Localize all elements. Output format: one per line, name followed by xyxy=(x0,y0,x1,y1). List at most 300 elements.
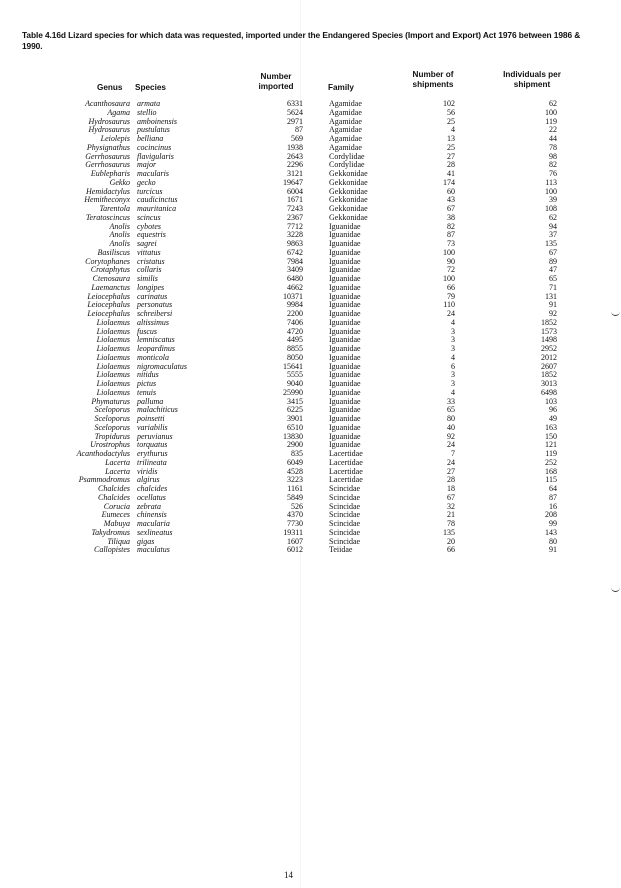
table-row xyxy=(0,432,621,441)
cell-family: Iguanidae xyxy=(329,256,361,266)
cell-individuals: 108 xyxy=(545,204,557,213)
cell-shipments: 102 xyxy=(443,99,455,108)
table-row xyxy=(0,213,621,222)
table-row xyxy=(0,265,621,274)
cell-shipments: 174 xyxy=(443,177,455,187)
table-row xyxy=(0,283,621,292)
cell-shipments: 67 xyxy=(447,204,455,213)
cell-genus: Phymaturus xyxy=(91,396,130,406)
cell-species: nitidus xyxy=(137,370,159,380)
cell-individuals: 62 xyxy=(549,99,557,108)
cell-genus: Lacerta xyxy=(105,457,130,467)
page-number: 14 xyxy=(284,870,293,880)
cell-individuals: 64 xyxy=(549,484,557,493)
table-row xyxy=(0,528,621,537)
cell-species: longipes xyxy=(137,282,165,292)
cell-shipments: 27 xyxy=(447,151,455,161)
table-body xyxy=(0,99,621,554)
table-row xyxy=(0,458,621,467)
cell-individuals: 113 xyxy=(545,177,557,187)
cell-species: erythurus xyxy=(137,449,168,458)
cell-family: Iguanidae xyxy=(329,247,361,257)
cell-individuals: 150 xyxy=(545,431,557,441)
cell-number-imported: 13830 xyxy=(283,431,303,441)
cell-family: Lacertidae xyxy=(329,449,363,458)
cell-species: peruvianus xyxy=(137,431,173,441)
cell-individuals: 121 xyxy=(545,440,557,450)
cell-species: fuscus xyxy=(137,326,157,336)
header-species: Species xyxy=(135,83,166,92)
table-row xyxy=(0,195,621,204)
cell-species: macularia xyxy=(137,519,170,528)
table-row xyxy=(0,134,621,143)
cell-shipments: 66 xyxy=(447,545,455,555)
cell-genus: Chalcides xyxy=(98,484,130,493)
cell-number-imported: 7984 xyxy=(287,256,303,266)
table-row xyxy=(0,300,621,309)
cell-number-imported: 569 xyxy=(291,134,303,143)
cell-individuals: 2607 xyxy=(541,361,557,371)
cell-genus: Hemitheconyx xyxy=(84,195,130,205)
cell-shipments: 80 xyxy=(447,414,455,423)
table-row xyxy=(0,160,621,169)
cell-number-imported: 1671 xyxy=(287,195,303,205)
cell-species: cybotes xyxy=(137,221,161,231)
cell-family: Iguanidae xyxy=(329,239,361,248)
cell-genus: Liolaemus xyxy=(96,344,130,353)
cell-number-imported: 4662 xyxy=(287,282,303,292)
cell-individuals: 39 xyxy=(549,195,557,205)
cell-genus: Acanthodactylus xyxy=(76,449,130,458)
cell-genus: Liolaemus xyxy=(96,387,130,397)
cell-genus: Physignathus xyxy=(86,142,130,152)
cell-shipments: 60 xyxy=(447,186,455,196)
cell-shipments: 24 xyxy=(447,309,455,318)
cell-individuals: 87 xyxy=(549,492,557,502)
cell-individuals: 168 xyxy=(545,466,557,476)
table-row xyxy=(0,292,621,301)
cell-species: caudicinctus xyxy=(137,195,178,205)
cell-number-imported: 9040 xyxy=(287,379,303,388)
cell-individuals: 1498 xyxy=(541,335,557,345)
cell-shipments: 100 xyxy=(443,247,455,257)
table-row xyxy=(0,423,621,432)
cell-shipments: 28 xyxy=(447,160,455,170)
cell-genus: Leiocephalus xyxy=(87,300,130,310)
cell-shipments: 28 xyxy=(447,475,455,485)
cell-family: Iguanidae xyxy=(329,274,361,283)
cell-family: Iguanidae xyxy=(329,265,361,275)
cell-individuals: 135 xyxy=(545,239,557,248)
table-row xyxy=(0,502,621,511)
cell-individuals: 208 xyxy=(545,510,557,520)
table-row xyxy=(0,222,621,231)
header-number-imported: Number imported xyxy=(258,72,294,91)
table-row xyxy=(0,449,621,458)
header-individuals: Individuals per shipment xyxy=(503,70,561,89)
cell-genus: Anolis xyxy=(109,221,130,231)
cell-shipments: 41 xyxy=(447,169,455,178)
cell-family: Gekkonidae xyxy=(329,195,368,205)
cell-genus: Basiliscus xyxy=(97,247,130,257)
cell-family: Scincidae xyxy=(329,510,361,520)
cell-shipments: 56 xyxy=(447,107,455,117)
cell-individuals: 91 xyxy=(549,545,557,555)
cell-family: Gekkonidae xyxy=(329,177,368,187)
cell-genus: Liolaemus xyxy=(96,326,130,336)
cell-family: Scincidae xyxy=(329,519,361,528)
cell-species: scincus xyxy=(137,212,161,222)
cell-shipments: 92 xyxy=(447,431,455,441)
cell-number-imported: 6480 xyxy=(287,274,303,283)
cell-individuals: 98 xyxy=(549,151,557,161)
cell-genus: Liolaemus xyxy=(96,335,130,345)
cell-species: trilineata xyxy=(137,457,167,467)
cell-species: cocincinus xyxy=(137,142,172,152)
table-row xyxy=(0,344,621,353)
cell-individuals: 163 xyxy=(545,422,557,432)
cell-number-imported: 6510 xyxy=(287,422,303,432)
cell-shipments: 4 xyxy=(451,317,455,327)
cell-species: viridis xyxy=(137,466,158,476)
cell-family: Scincidae xyxy=(329,484,361,493)
cell-species: torquatus xyxy=(137,440,168,450)
cell-individuals: 65 xyxy=(549,274,557,283)
cell-shipments: 38 xyxy=(447,212,455,222)
cell-species: palluma xyxy=(137,396,164,406)
cell-genus: Leiocephalus xyxy=(87,309,130,318)
cell-genus: Sceloporus xyxy=(94,414,130,423)
cell-species: mauritanica xyxy=(137,204,177,213)
cell-family: Iguanidae xyxy=(329,221,361,231)
cell-family: Lacertidae xyxy=(329,457,363,467)
table-row xyxy=(0,125,621,134)
table-row xyxy=(0,475,621,484)
cell-species: personatus xyxy=(137,300,173,310)
cell-individuals: 3013 xyxy=(541,379,557,388)
cell-genus: Liolaemus xyxy=(96,361,130,371)
cell-number-imported: 1938 xyxy=(287,142,303,152)
table-row xyxy=(0,99,621,108)
cell-number-imported: 3121 xyxy=(287,169,303,178)
cell-number-imported: 8050 xyxy=(287,352,303,362)
cell-species: cristatus xyxy=(137,256,165,266)
cell-species: malachiticus xyxy=(137,405,178,415)
cell-species: belliana xyxy=(137,134,164,143)
cell-family: Gekkonidae xyxy=(329,212,368,222)
cell-family: Lacertidae xyxy=(329,466,363,476)
cell-family: Agamidae xyxy=(329,99,362,108)
cell-family: Iguanidae xyxy=(329,414,361,423)
cell-family: Iguanidae xyxy=(329,440,361,450)
cell-individuals: 96 xyxy=(549,405,557,415)
table-row xyxy=(0,178,621,187)
cell-genus: Tarentola xyxy=(99,204,130,213)
table-row xyxy=(0,239,621,248)
cell-genus: Eumeces xyxy=(101,510,130,520)
header-family: Family xyxy=(328,83,354,92)
cell-family: Agamidae xyxy=(329,116,362,126)
cell-genus: Chalcides xyxy=(98,492,130,502)
cell-genus: Corucia xyxy=(103,501,130,511)
cell-genus: Liolaemus xyxy=(96,370,130,380)
cell-family: Iguanidae xyxy=(329,405,361,415)
cell-genus: Tiliqua xyxy=(107,536,130,546)
cell-individuals: 22 xyxy=(549,125,557,135)
cell-family: Gekkonidae xyxy=(329,186,368,196)
table-row xyxy=(0,327,621,336)
cell-individuals: 1852 xyxy=(541,370,557,380)
cell-number-imported: 4528 xyxy=(287,466,303,476)
cell-genus: Hemidactylus xyxy=(86,186,130,196)
cell-number-imported: 6012 xyxy=(287,545,303,555)
cell-number-imported: 4495 xyxy=(287,335,303,345)
cell-number-imported: 6331 xyxy=(287,99,303,108)
cell-species: gecko xyxy=(137,177,156,187)
cell-species: sexlineatus xyxy=(137,527,173,537)
cell-shipments: 24 xyxy=(447,440,455,450)
table-row xyxy=(0,143,621,152)
cell-genus: Laemanctus xyxy=(91,282,130,292)
cell-family: Agamidae xyxy=(329,134,362,143)
cell-species: carinatus xyxy=(137,291,168,301)
table-row xyxy=(0,484,621,493)
cell-shipments: 78 xyxy=(447,519,455,528)
cell-genus: Leiocephalus xyxy=(87,291,130,301)
cell-shipments: 65 xyxy=(447,405,455,415)
cell-individuals: 94 xyxy=(549,221,557,231)
cell-species: zebrata xyxy=(137,501,161,511)
cell-shipments: 25 xyxy=(447,142,455,152)
cell-genus: Takydromus xyxy=(91,527,130,537)
header-genus: Genus xyxy=(97,83,123,92)
cell-number-imported: 10371 xyxy=(283,291,303,301)
cell-shipments: 90 xyxy=(447,256,455,266)
cell-family: Scincidae xyxy=(329,501,361,511)
cell-family: Scincidae xyxy=(329,536,361,546)
cell-genus: Callopistes xyxy=(93,545,130,555)
cell-genus: Sceloporus xyxy=(94,422,130,432)
cell-number-imported: 2296 xyxy=(287,160,303,170)
cell-individuals: 44 xyxy=(549,134,557,143)
cell-number-imported: 7730 xyxy=(287,519,303,528)
cell-species: lemniscatus xyxy=(137,335,175,345)
cell-number-imported: 7712 xyxy=(287,221,303,231)
cell-number-imported: 2971 xyxy=(287,116,303,126)
cell-family: Iguanidae xyxy=(329,317,361,327)
cell-family: Iguanidae xyxy=(329,431,361,441)
cell-species: variabilis xyxy=(137,422,168,432)
cell-individuals: 1852 xyxy=(541,317,557,327)
cell-genus: Sceloporus xyxy=(94,405,130,415)
cell-number-imported: 835 xyxy=(291,449,303,458)
cell-species: altissimus xyxy=(137,317,170,327)
cell-family: Gekkonidae xyxy=(329,169,368,178)
cell-genus: Anolis xyxy=(109,239,130,248)
cell-individuals: 71 xyxy=(549,282,557,292)
cell-species: turcicus xyxy=(137,186,163,196)
cell-family: Scincidae xyxy=(329,527,361,537)
table-row xyxy=(0,537,621,546)
cell-family: Iguanidae xyxy=(329,396,361,406)
table-row xyxy=(0,318,621,327)
table-row xyxy=(0,545,621,554)
cell-number-imported: 25990 xyxy=(283,387,303,397)
cell-individuals: 100 xyxy=(545,186,557,196)
cell-individuals: 100 xyxy=(545,107,557,117)
cell-species: gigas xyxy=(137,536,155,546)
cell-family: Cordylidae xyxy=(329,160,365,170)
cell-genus: Crotaphytus xyxy=(90,265,130,275)
cell-shipments: 73 xyxy=(447,239,455,248)
cell-number-imported: 8855 xyxy=(287,344,303,353)
cell-family: Iguanidae xyxy=(329,282,361,292)
cell-number-imported: 87 xyxy=(295,125,303,135)
cell-number-imported: 4370 xyxy=(287,510,303,520)
table-row xyxy=(0,397,621,406)
cell-genus: Tropidurus xyxy=(94,431,130,441)
cell-species: monticola xyxy=(137,352,169,362)
cell-number-imported: 4720 xyxy=(287,326,303,336)
cell-shipments: 79 xyxy=(447,291,455,301)
cell-number-imported: 3228 xyxy=(287,230,303,240)
cell-shipments: 4 xyxy=(451,387,455,397)
cell-genus: Anolis xyxy=(109,230,130,240)
cell-species: pictus xyxy=(137,379,157,388)
cell-family: Iguanidae xyxy=(329,230,361,240)
table-row xyxy=(0,353,621,362)
cell-genus: Gekko xyxy=(109,177,130,187)
cell-genus: Leiolepis xyxy=(100,134,130,143)
cell-number-imported: 5849 xyxy=(287,492,303,502)
cell-number-imported: 9863 xyxy=(287,239,303,248)
cell-genus: Urostrophus xyxy=(90,440,130,450)
cell-shipments: 3 xyxy=(451,344,455,353)
cell-species: ocellatus xyxy=(137,492,166,502)
cell-species: schreibersi xyxy=(137,309,173,318)
cell-individuals: 115 xyxy=(545,475,557,485)
cell-number-imported: 19311 xyxy=(283,527,303,537)
cell-number-imported: 6225 xyxy=(287,405,303,415)
cell-individuals: 252 xyxy=(545,457,557,467)
cell-species: tenuis xyxy=(137,387,157,397)
cell-individuals: 131 xyxy=(545,291,557,301)
cell-number-imported: 7243 xyxy=(287,204,303,213)
table-row xyxy=(0,362,621,371)
cell-individuals: 62 xyxy=(549,212,557,222)
cell-genus: Mabuya xyxy=(103,519,130,528)
cell-shipments: 27 xyxy=(447,466,455,476)
cell-species: sagrei xyxy=(137,239,157,248)
cell-genus: Gerrhosaurus xyxy=(85,160,130,170)
cell-individuals: 49 xyxy=(549,414,557,423)
cell-species: algirus xyxy=(137,475,160,485)
cell-family: Iguanidae xyxy=(329,422,361,432)
cell-family: Iguanidae xyxy=(329,387,361,397)
cell-individuals: 6498 xyxy=(541,387,557,397)
cell-species: macularis xyxy=(137,169,169,178)
table-row xyxy=(0,108,621,117)
cell-individuals: 119 xyxy=(545,116,557,126)
cell-family: Iguanidae xyxy=(329,326,361,336)
cell-species: poinsetti xyxy=(137,414,165,423)
cell-shipments: 21 xyxy=(447,510,455,520)
cell-shipments: 6 xyxy=(451,361,455,371)
cell-species: similis xyxy=(137,274,158,283)
cell-genus: Lacerta xyxy=(105,466,130,476)
table-row xyxy=(0,405,621,414)
table-row xyxy=(0,187,621,196)
cell-number-imported: 5555 xyxy=(287,370,303,380)
cell-shipments: 20 xyxy=(447,536,455,546)
cell-genus: Eublepharis xyxy=(90,169,130,178)
cell-family: Agamidae xyxy=(329,107,362,117)
cell-species: collaris xyxy=(137,265,162,275)
cell-shipments: 135 xyxy=(443,527,455,537)
table-row xyxy=(0,493,621,502)
cell-individuals: 91 xyxy=(549,300,557,310)
cell-genus: Gerrhosaurus xyxy=(85,151,130,161)
table-row xyxy=(0,467,621,476)
cell-family: Iguanidae xyxy=(329,379,361,388)
cell-shipments: 3 xyxy=(451,335,455,345)
cell-shipments: 67 xyxy=(447,492,455,502)
cell-number-imported: 2900 xyxy=(287,440,303,450)
table-row xyxy=(0,414,621,423)
cell-number-imported: 2200 xyxy=(287,309,303,318)
table-row xyxy=(0,152,621,161)
cell-family: Iguanidae xyxy=(329,361,361,371)
cell-shipments: 13 xyxy=(447,134,455,143)
cell-individuals: 80 xyxy=(549,536,557,546)
table-row xyxy=(0,370,621,379)
cell-family: Gekkonidae xyxy=(329,204,368,213)
cell-number-imported: 3223 xyxy=(287,475,303,485)
cell-number-imported: 526 xyxy=(291,501,303,511)
cell-shipments: 87 xyxy=(447,230,455,240)
table-row xyxy=(0,335,621,344)
table-row xyxy=(0,309,621,318)
cell-species: major xyxy=(137,160,157,170)
cell-shipments: 66 xyxy=(447,282,455,292)
table-row xyxy=(0,117,621,126)
cell-shipments: 32 xyxy=(447,501,455,511)
cell-family: Iguanidae xyxy=(329,352,361,362)
cell-species: chinensis xyxy=(137,510,167,520)
cell-family: Iguanidae xyxy=(329,309,361,318)
cell-number-imported: 1161 xyxy=(287,484,303,493)
cell-shipments: 40 xyxy=(447,422,455,432)
cell-genus: Hydrosaurus xyxy=(88,125,130,135)
cell-shipments: 7 xyxy=(451,449,455,458)
cell-individuals: 37 xyxy=(549,230,557,240)
cell-number-imported: 2643 xyxy=(287,151,303,161)
table-row xyxy=(0,204,621,213)
cell-individuals: 2012 xyxy=(541,352,557,362)
table-row xyxy=(0,169,621,178)
cell-individuals: 103 xyxy=(545,396,557,406)
cell-family: Iguanidae xyxy=(329,335,361,345)
cell-species: nigromaculatus xyxy=(137,361,187,371)
cell-individuals: 99 xyxy=(549,519,557,528)
cell-species: maculatus xyxy=(137,545,170,555)
cell-individuals: 82 xyxy=(549,160,557,170)
table-row xyxy=(0,257,621,266)
cell-species: equestris xyxy=(137,230,166,240)
cell-family: Iguanidae xyxy=(329,370,361,380)
cell-individuals: 119 xyxy=(545,449,557,458)
margin-mark xyxy=(611,586,620,592)
